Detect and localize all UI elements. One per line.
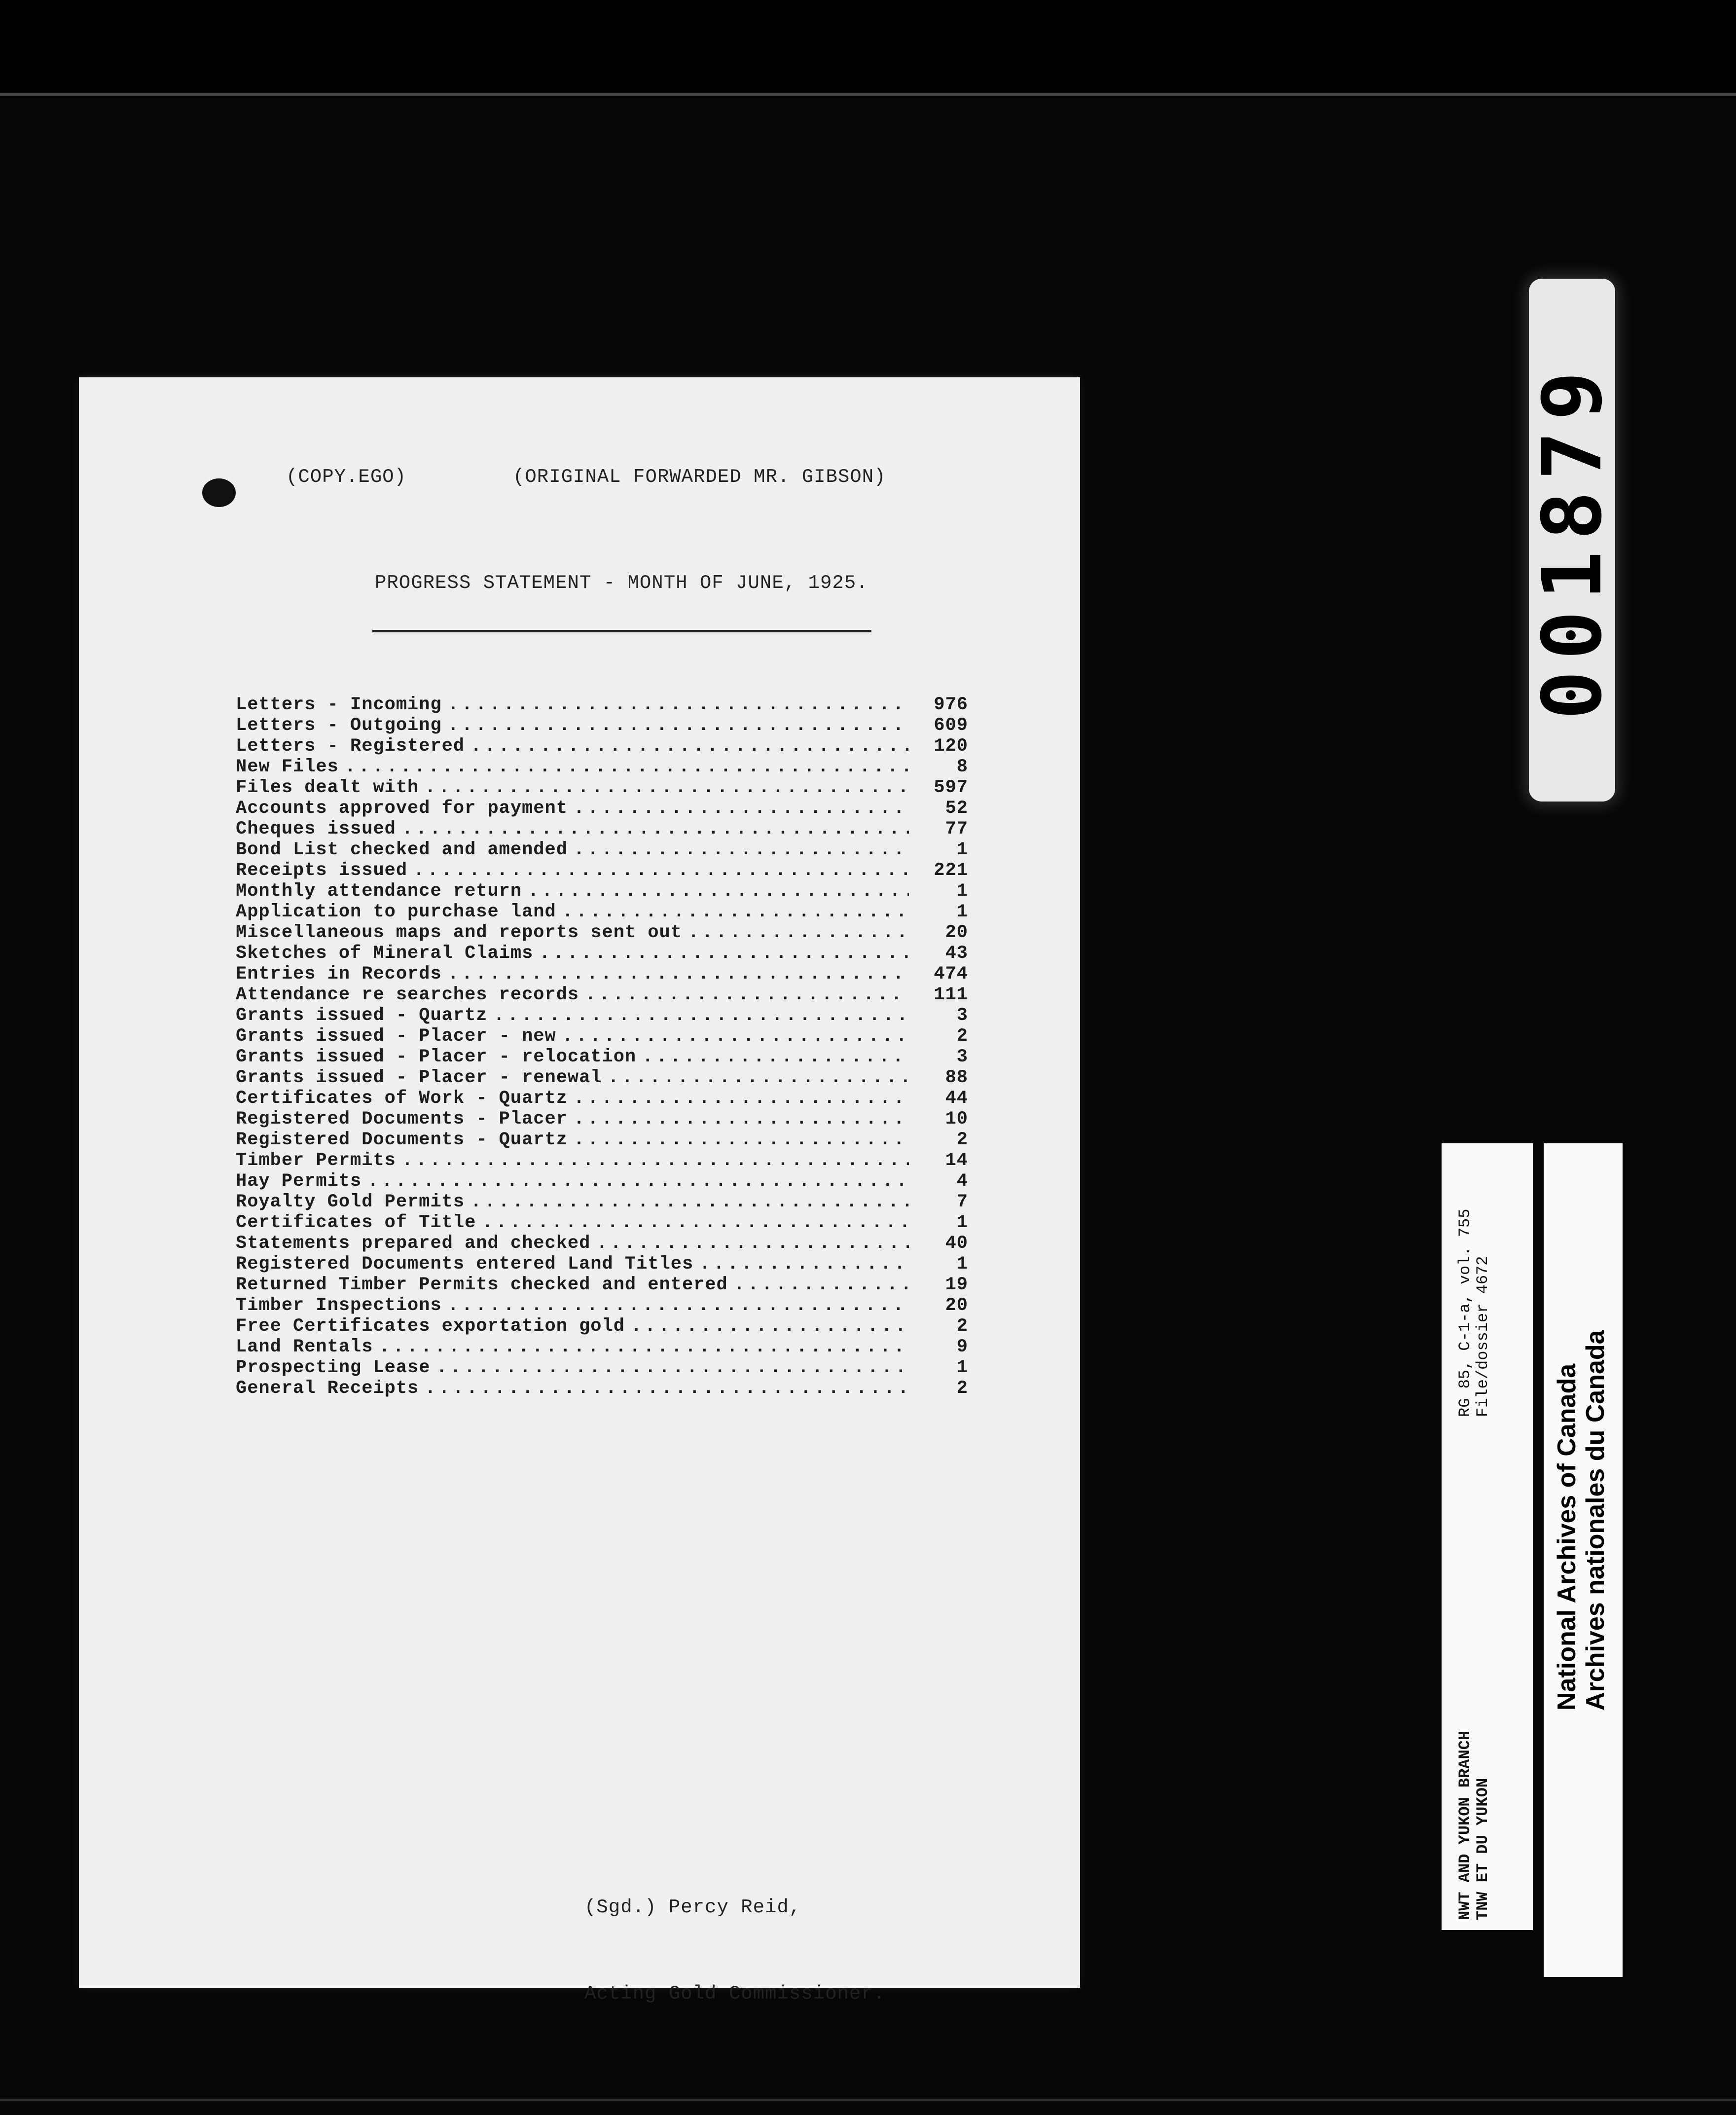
statement-item-count: 1 <box>956 902 968 922</box>
statement-row <box>236 1192 968 1212</box>
dot-leader <box>448 694 909 715</box>
statement-item-count: 3 <box>956 1005 968 1026</box>
statement-item-label: Monthly attendance return <box>236 881 522 902</box>
statement-item-label: Letters - Incoming <box>236 694 442 715</box>
statement-item-count: 2 <box>956 1130 968 1150</box>
dot-leader <box>574 1130 909 1150</box>
statement-item-label: Cheques issued <box>236 819 396 839</box>
statement-item-label: Registered Documents - Quartz <box>236 1130 568 1150</box>
original-forwarded-header: (ORIGINAL FORWARDED MR. GIBSON) <box>513 466 886 488</box>
dot-leader <box>448 715 909 736</box>
statement-row <box>236 1295 968 1316</box>
statement-row <box>236 881 968 902</box>
statement-row <box>236 1254 968 1275</box>
copy-header: (COPY.EGO) <box>286 466 407 488</box>
document-page <box>79 377 1080 2005</box>
dot-leader <box>528 881 909 902</box>
statement-item-label: Royalty Gold Permits <box>236 1192 465 1212</box>
statement-item-count: 609 <box>934 715 968 736</box>
statement-item-count: 2 <box>956 1316 968 1337</box>
statement-row <box>236 964 968 985</box>
statement-item-count: 221 <box>934 860 968 881</box>
statement-item-label: Certificates of Work - Quartz <box>236 1088 568 1109</box>
statement-row <box>236 798 968 819</box>
statement-item-count: 8 <box>956 757 968 777</box>
statement-row <box>236 1212 968 1233</box>
dot-leader <box>574 1109 909 1130</box>
statement-item-count: 2 <box>956 1026 968 1047</box>
statement-item-label: Free Certificates exportation gold <box>236 1316 625 1337</box>
dot-leader <box>470 736 909 757</box>
statement-row <box>236 1357 968 1378</box>
statement-row <box>236 1109 968 1130</box>
dot-leader <box>425 1378 909 1399</box>
statement-item-label: Sketches of Mineral Claims <box>236 943 534 964</box>
statement-row <box>236 1067 968 1088</box>
statement-item-label: Grants issued - Placer - relocation <box>236 1047 637 1067</box>
statement-row <box>236 1316 968 1337</box>
statement-item-count: 976 <box>934 694 968 715</box>
statement-row <box>236 1378 968 1399</box>
dot-leader <box>425 777 909 798</box>
statement-item-count: 4 <box>956 1171 968 1192</box>
dot-leader <box>642 1047 909 1067</box>
statement-item-count: 1 <box>956 839 968 860</box>
dot-leader <box>482 1212 909 1233</box>
page-title: PROGRESS STATEMENT - MONTH OF JUNE, 1925. <box>375 572 868 594</box>
statement-row <box>236 1171 968 1192</box>
dot-leader <box>562 1026 909 1047</box>
institution-name: National Archives of Canada Archives nationales du Canada <box>1553 1330 1610 1711</box>
dot-leader <box>585 985 909 1005</box>
dot-leader <box>608 1067 909 1088</box>
dot-leader <box>688 922 909 943</box>
statement-item-count: 14 <box>945 1150 968 1171</box>
statement-item-count: 1 <box>956 1254 968 1275</box>
statement-row <box>236 1047 968 1067</box>
dot-leader <box>596 1233 909 1254</box>
statement-row <box>236 1275 968 1295</box>
dot-leader <box>436 1357 909 1378</box>
statement-item-count: 9 <box>956 1337 968 1357</box>
dot-leader <box>562 902 909 922</box>
statement-item-label: Grants issued - Placer - new <box>236 1026 556 1047</box>
statement-item-label: Files dealt with <box>236 777 419 798</box>
statement-row <box>236 1088 968 1109</box>
statement-item-count: 20 <box>945 1295 968 1316</box>
dot-leader <box>448 1295 909 1316</box>
statement-row <box>236 777 968 798</box>
dot-leader <box>402 819 909 839</box>
statement-item-count: 474 <box>934 964 968 985</box>
statement-item-label: Registered Documents entered Land Titles <box>236 1254 694 1275</box>
title-underline <box>372 630 871 632</box>
statement-row <box>236 985 968 1005</box>
dot-leader <box>448 964 909 985</box>
statement-item-count: 597 <box>934 777 968 798</box>
dot-leader <box>413 860 909 881</box>
statement-item-label: Application to purchase land <box>236 902 556 922</box>
statement-row <box>236 819 968 839</box>
statement-row <box>236 1337 968 1357</box>
statement-item-count: 1 <box>956 1212 968 1233</box>
archive-reference-label <box>1442 1143 1533 1930</box>
statement-item-label: Timber Inspections <box>236 1295 442 1316</box>
statement-item-count: 7 <box>956 1192 968 1212</box>
statement-item-count: 120 <box>934 736 968 757</box>
statement-item-label: Registered Documents - Placer <box>236 1109 568 1130</box>
dot-leader <box>734 1275 909 1295</box>
statement-row <box>236 943 968 964</box>
statement-item-label: Prospecting Lease <box>236 1357 431 1378</box>
statement-item-count: 40 <box>945 1233 968 1254</box>
statement-item-count: 52 <box>945 798 968 819</box>
dot-leader <box>574 839 909 860</box>
statement-item-label: New Files <box>236 757 339 777</box>
dot-leader <box>574 1088 909 1109</box>
signature: (Sgd.) Percy Reid, <box>584 1896 801 1918</box>
statement-row <box>236 694 968 715</box>
ink-blot <box>202 478 236 507</box>
statement-item-count: 10 <box>945 1109 968 1130</box>
statement-item-label: Returned Timber Permits checked and entered <box>236 1275 728 1295</box>
dot-leader <box>345 757 909 777</box>
statement-item-count: 43 <box>945 943 968 964</box>
statement-item-label: Grants issued - Quartz <box>236 1005 488 1026</box>
statement-item-label: Certificates of Title <box>236 1212 476 1233</box>
statement-row <box>236 736 968 757</box>
statement-row <box>236 922 968 943</box>
statement-item-label: Miscellaneous maps and reports sent out <box>236 922 682 943</box>
statement-item-count: 2 <box>956 1378 968 1399</box>
dot-leader <box>402 1150 909 1171</box>
statement-item-count: 1 <box>956 881 968 902</box>
statement-item-label: General Receipts <box>236 1378 419 1399</box>
institution-label <box>1544 1143 1623 1977</box>
statement-list <box>236 694 968 1399</box>
statement-item-label: Grants issued - Placer - renewal <box>236 1067 602 1088</box>
statement-item-count: 88 <box>945 1067 968 1088</box>
statement-item-count: 19 <box>945 1275 968 1295</box>
statement-item-label: Attendance re searches records <box>236 985 579 1005</box>
statement-item-label: Bond List checked and amended <box>236 839 568 860</box>
statement-row <box>236 902 968 922</box>
dot-leader <box>574 798 909 819</box>
film-edge-line-bottom <box>0 2099 1736 2101</box>
statement-item-count: 20 <box>945 922 968 943</box>
statement-item-count: 77 <box>945 819 968 839</box>
statement-row <box>236 715 968 736</box>
statement-row <box>236 757 968 777</box>
statement-item-count: 1 <box>956 1357 968 1378</box>
frame-number: 001879 <box>1524 360 1620 720</box>
dot-leader <box>367 1171 909 1192</box>
statement-row <box>236 1233 968 1254</box>
statement-row <box>236 1026 968 1047</box>
statement-row <box>236 1130 968 1150</box>
dot-leader <box>539 943 909 964</box>
dot-leader <box>379 1337 909 1357</box>
dot-leader <box>631 1316 909 1337</box>
statement-item-count: 3 <box>956 1047 968 1067</box>
statement-item-label: Receipts issued <box>236 860 408 881</box>
statement-item-count: 44 <box>945 1088 968 1109</box>
statement-row <box>236 1005 968 1026</box>
dot-leader <box>699 1254 909 1275</box>
statement-item-label: Accounts approved for payment <box>236 798 568 819</box>
statement-item-label: Land Rentals <box>236 1337 373 1357</box>
statement-item-label: Letters - Registered <box>236 736 465 757</box>
statement-item-label: Hay Permits <box>236 1171 362 1192</box>
statement-item-label: Statements prepared and checked <box>236 1233 591 1254</box>
dot-leader <box>493 1005 909 1026</box>
signature-title: Acting Gold Commissioner. <box>584 1983 886 2005</box>
statement-row <box>236 839 968 860</box>
frame-number-tab <box>1524 279 1620 802</box>
file-reference: RG 85, C-1-a, vol. 755 File/dossier 4672 <box>1456 1208 1492 1417</box>
statement-row <box>236 860 968 881</box>
statement-item-label: Entries in Records <box>236 964 442 985</box>
top-film-border <box>0 0 1736 91</box>
film-edge-line <box>0 93 1736 96</box>
statement-item-count: 111 <box>934 985 968 1005</box>
statement-item-label: Timber Permits <box>236 1150 396 1171</box>
dot-leader <box>470 1192 909 1212</box>
branch-name: NWT AND YUKON BRANCH TNW ET DU YUKON <box>1456 1730 1492 1920</box>
statement-row <box>236 1150 968 1171</box>
statement-item-label: Letters - Outgoing <box>236 715 442 736</box>
